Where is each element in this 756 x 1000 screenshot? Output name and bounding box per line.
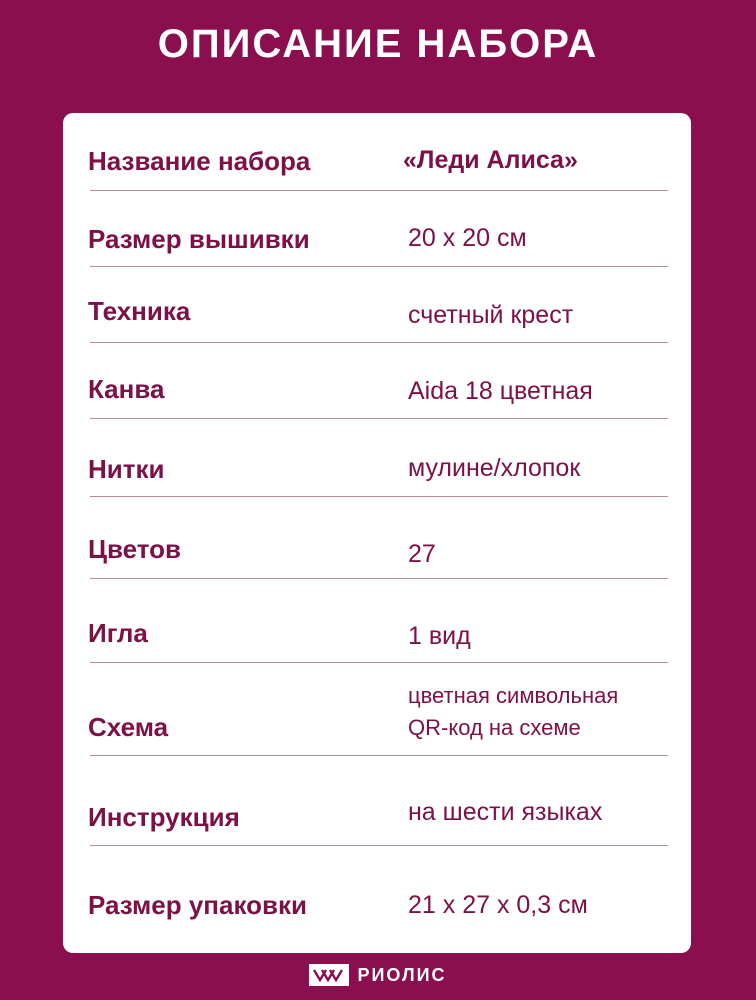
divider <box>90 342 668 343</box>
brand-logo-icon <box>309 964 349 986</box>
divider <box>90 496 668 497</box>
divider <box>90 190 668 191</box>
brand-name: РИОЛИС <box>357 964 447 985</box>
description-card <box>63 113 691 953</box>
row-label-needle: Игла <box>88 618 148 648</box>
divider <box>90 662 668 663</box>
row-label-scheme: Схема <box>88 712 169 742</box>
row-value-embroidery-size: 20 х 20 см <box>408 224 527 252</box>
row-label-technique: Техника <box>88 296 191 326</box>
page-title: ОПИСАНИЕ НАБОРА <box>157 22 599 66</box>
divider <box>90 578 668 579</box>
row-value-instruction: на шести языках <box>408 798 603 826</box>
row-value-threads: мулине/хлопок <box>408 454 581 482</box>
divider <box>90 266 668 267</box>
row-label-threads: Нитки <box>88 454 165 484</box>
row-label-colors: Цветов <box>88 534 182 564</box>
row-value-kit-name: «Леди Алиса» <box>403 146 578 174</box>
row-value-package-size: 21 х 27 х 0,3 см <box>408 891 588 919</box>
row-label-instruction: Инструкция <box>88 802 240 832</box>
row-value-colors: 27 <box>408 540 436 568</box>
divider <box>90 418 668 419</box>
row-value-scheme-line2: QR-код на схеме <box>408 715 581 740</box>
footer <box>0 960 756 990</box>
row-value-canvas: Aida 18 цветная <box>408 377 593 405</box>
row-label-canvas: Канва <box>88 374 165 404</box>
row-value-scheme-line1: цветная символьная <box>408 683 619 708</box>
row-label-embroidery-size: Размер вышивки <box>88 224 310 254</box>
row-label-package-size: Размер упаковки <box>88 890 308 920</box>
divider <box>90 755 668 756</box>
row-label-kit-name: Название набора <box>88 146 311 176</box>
divider <box>90 845 668 846</box>
row-value-needle: 1 вид <box>408 622 471 650</box>
row-value-technique: счетный крест <box>408 301 574 329</box>
